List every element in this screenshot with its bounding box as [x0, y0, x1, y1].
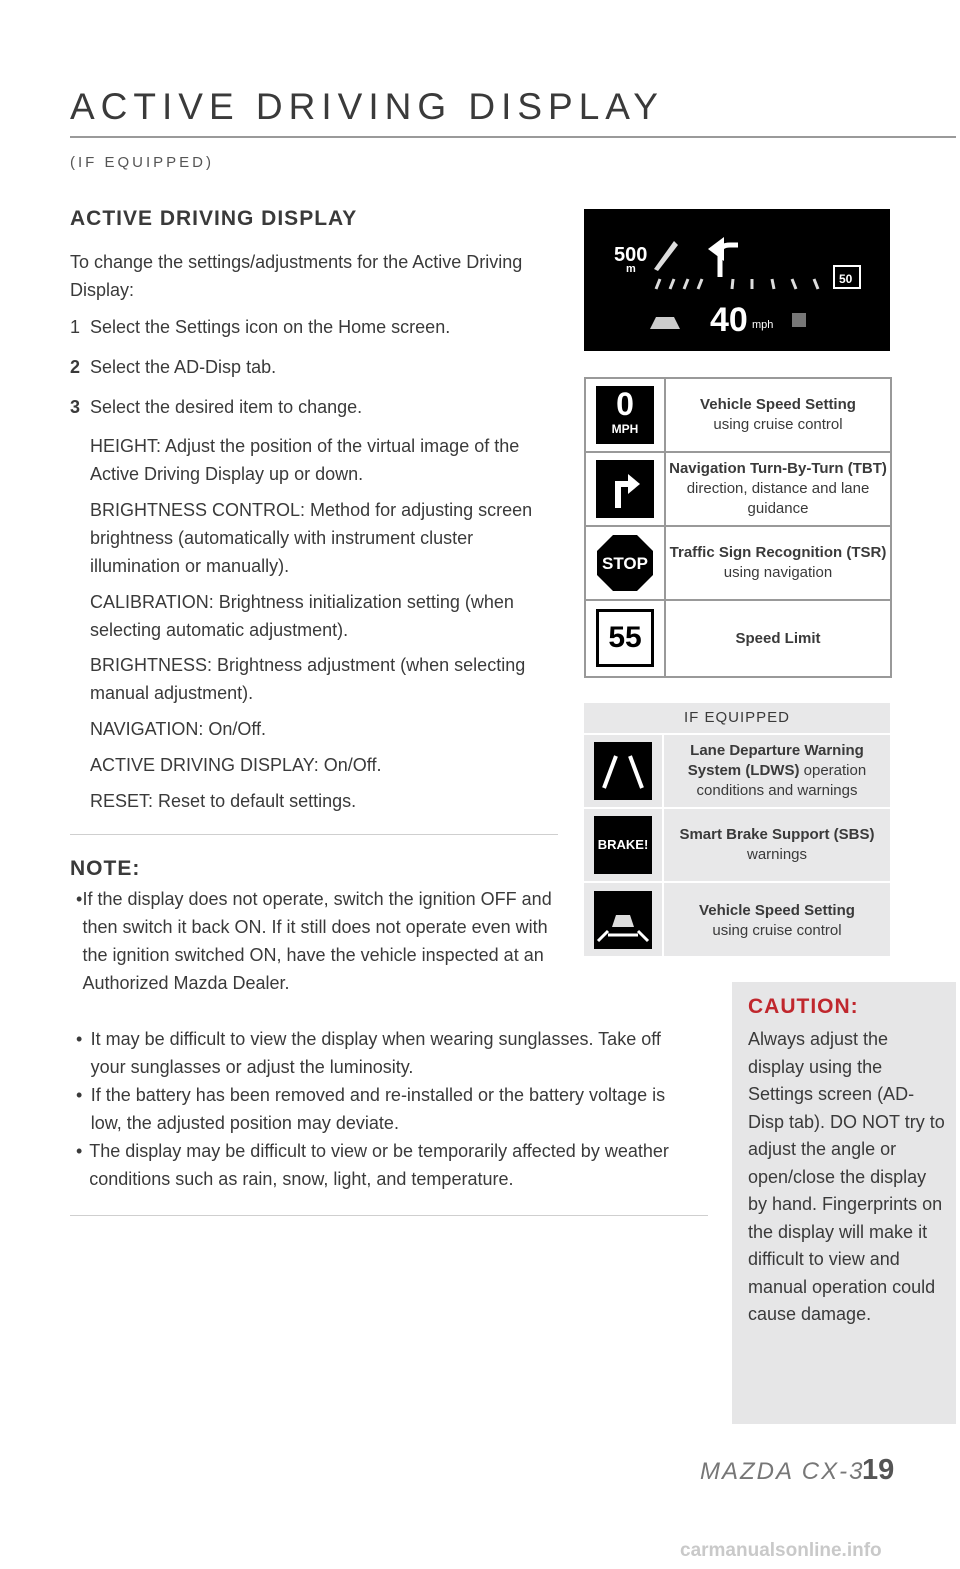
vehicle-ahead-icon — [594, 891, 652, 949]
section-divider — [70, 834, 558, 835]
page-title: ACTIVE DRIVING DISPLAY — [70, 86, 664, 127]
row-description: Lane Departure Warning System (LDWS) operation conditions and warnings — [687, 742, 867, 799]
setting-reset: RESET: Reset to default settings. — [90, 791, 357, 811]
section-divider — [70, 1215, 708, 1216]
icon-cell — [586, 379, 666, 451]
section-heading: ACTIVE DRIVING DISPLAY — [70, 207, 358, 230]
icon-cell — [586, 601, 666, 676]
row-description: Vehicle Speed Setting using cruise control — [700, 396, 856, 433]
lane-marks-icon — [656, 279, 818, 289]
note-heading: NOTE: — [70, 857, 141, 880]
table-row — [584, 881, 890, 958]
arrow-head-icon — [708, 237, 724, 261]
cruise-icon — [792, 313, 806, 327]
note-item: • It may be difficult to view the display when wearing sunglasses. Take off your sunglasses or adjust the luminosity. — [76, 1029, 661, 1077]
row-description: Vehicle Speed Setting using cruise control — [699, 901, 855, 939]
table-row — [586, 601, 890, 676]
page-number: 19 — [862, 1454, 895, 1486]
setting-height: HEIGHT: Adjust the position of the virtual image of the Active Driving Display up or down. — [90, 436, 520, 484]
setting-calibration: CALIBRATION: Brightness initialization setting (when selecting automatic adjustment). — [90, 592, 514, 640]
watermark: carmanualsonline.info — [680, 1540, 882, 1561]
note-item: • The display may be difficult to view or be temporarily affected by weather conditions such as rain, snow, light, and temperature. — [76, 1141, 669, 1189]
stop-sign-icon — [596, 534, 654, 592]
caution-heading: CAUTION: — [748, 995, 859, 1018]
table-row — [584, 807, 890, 881]
hud-graphic — [584, 209, 890, 351]
caution-text: Always adjust the display using the Settings screen (AD-Disp tab). DO NOT try to adjust the angle or open/close the display by hand. Fingerprints on the display will make it difficult to view and manual operation could cause damage. — [748, 1029, 945, 1324]
hud-display-image — [584, 209, 890, 351]
intro-text: To change the settings/adjustments for the Active Driving Display: — [70, 252, 523, 300]
icon-cell — [584, 809, 664, 881]
step-2: 2 Select the AD-Disp tab. — [70, 357, 277, 377]
table-row — [586, 453, 890, 527]
distance-bar-icon — [654, 241, 678, 271]
icon-cell — [586, 453, 666, 525]
setting-brightness: BRIGHTNESS: Brightness adjustment (when selecting manual adjustment). — [90, 655, 526, 703]
row-description: Traffic Sign Recognition (TSR) using navigation — [669, 544, 887, 581]
table-row — [584, 733, 890, 807]
table-row — [586, 379, 890, 453]
step-3: 3 Select the desired item to change. — [70, 397, 363, 417]
car-ahead-icon — [650, 317, 680, 329]
setting-active-driving-display: ACTIVE DRIVING DISPLAY: On/Off. — [90, 755, 382, 775]
mph-speed-icon: 0 MPH — [596, 386, 654, 444]
table-row — [586, 527, 890, 601]
page-subtitle: (IF EQUIPPED) — [70, 154, 215, 171]
setting-brightness-control: BRIGHTNESS CONTROL: Method for adjusting screen brightness (automatically with instrument cluster illumination or manually). — [90, 500, 533, 576]
title-divider — [70, 136, 956, 138]
turn-arrow-icon — [596, 460, 654, 518]
row-description: Smart Brake Support (SBS) warnings — [679, 826, 875, 863]
setting-navigation: NAVIGATION: On/Off. — [90, 719, 267, 739]
lane-lines-icon — [594, 742, 652, 800]
row-description: Navigation Turn-By-Turn (TBT) direction, distance and lane guidance — [669, 460, 887, 517]
hud-speed-unit: mph — [752, 319, 774, 331]
svg-text:STOP: STOP — [602, 554, 648, 573]
brand-logo: MAZDA CX-3 — [700, 1458, 865, 1485]
if-equipped-header: IF EQUIPPED — [683, 709, 791, 726]
step-1: 1 Select the Settings icon on the Home screen. — [70, 317, 451, 337]
hud-limit: 50 — [839, 272, 853, 286]
note-item: • If the battery has been removed and re-installed or the battery voltage is low, the adjusted position may deviate. — [76, 1085, 666, 1133]
hud-distance-unit: m — [626, 263, 636, 275]
note-item: • If the display does not operate, switch the ignition OFF and then switch it back ON. If it still does not operate even with the ignition switched ON, have the vehicle inspected at an Authorized Mazda Dealer. — [76, 889, 552, 993]
brake-warning-icon: BRAKE! — [594, 816, 652, 874]
row-description: Speed Limit — [735, 629, 821, 647]
hud-speed: 40 — [710, 301, 748, 339]
icon-cell — [584, 883, 664, 958]
speed-limit-icon: 55 — [596, 609, 654, 667]
icon-cell — [584, 735, 664, 807]
hud-distance: 500 — [614, 244, 648, 266]
icon-legend-table — [584, 377, 892, 678]
icon-cell — [586, 527, 666, 599]
